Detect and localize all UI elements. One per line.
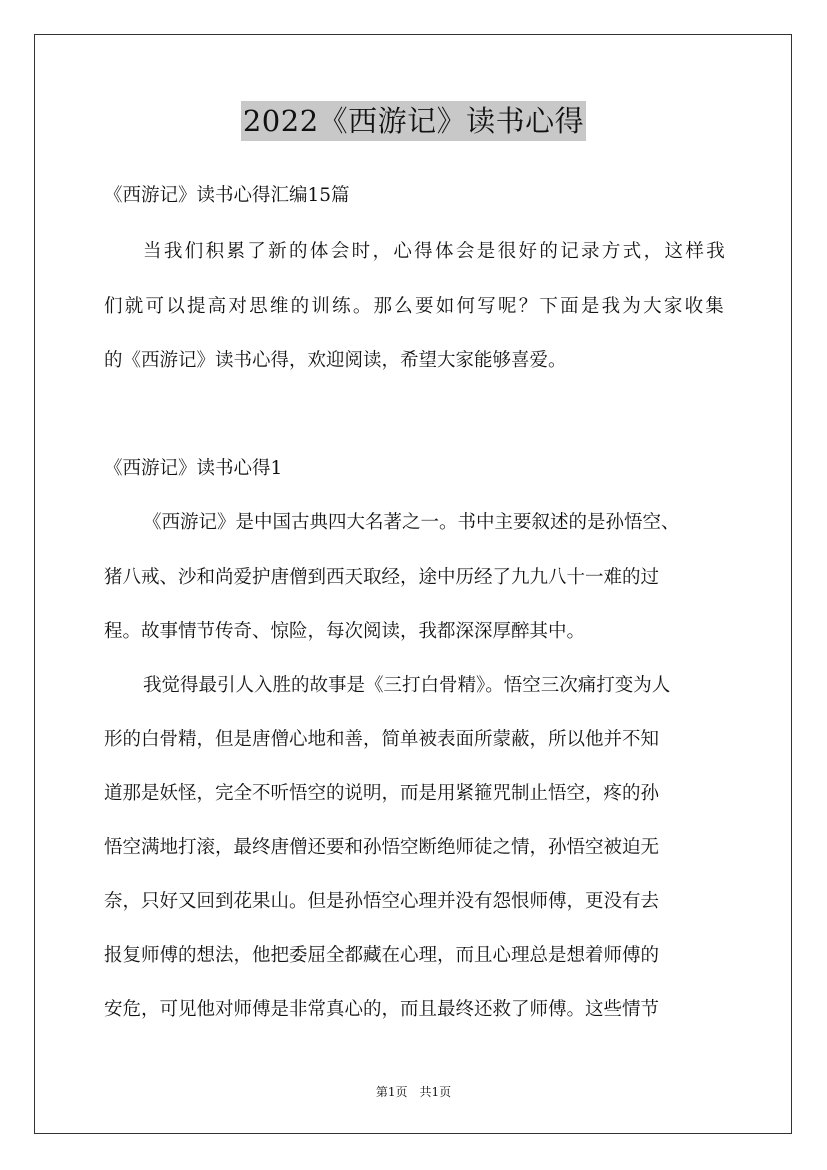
paragraph-line: 安危，可见他对师傅是非常真心的，而且最终还救了师傅。这些情节: [104, 999, 660, 1020]
document-subtitle: 《西游记》读书心得汇编15篇: [104, 185, 350, 206]
paragraph-line: 奈，只好又回到花果山。但是孙悟空心理并没有怨恨师傅，更没有去: [104, 891, 660, 912]
paragraph-line: 报复师傅的想法，他把委屈全都藏在心理，而且心理总是想着师傅的: [104, 945, 660, 966]
paragraph-line: 形的白骨精，但是唐僧心地和善，简单被表面所蒙蔽，所以他并不知: [104, 729, 660, 750]
paragraph-line: 道那是妖怪，完全不听悟空的说明，而是用紧箍咒制止悟空，疼的孙: [104, 783, 660, 804]
page-footer: 第1页 共1页: [375, 1085, 452, 1099]
document-title: 2022《西游记》读书心得: [241, 101, 586, 141]
section-heading: 《西游记》读书心得1: [104, 458, 283, 479]
paragraph-line: 程。故事情节传奇、惊险，每次阅读，我都深深厚醉其中。: [104, 621, 586, 642]
paragraph-line: 我觉得最引人入胜的故事是《三打白骨精》。悟空三次痛打变为人: [143, 675, 671, 696]
intro-line: 的《西游记》读书心得，欢迎阅读，希望大家能够喜爱。: [104, 350, 567, 371]
title-container: [0, 101, 827, 141]
intro-line: 当 我 们 积 累 了 新 的 体 会 时 ， 心 得 体 会 是 很 好 的 记 录 方 式 ， 这 样 我: [143, 241, 725, 262]
paragraph-line: 悟空满地打滚，最终唐僧还要和孙悟空断绝师徒之情，孙悟空被迫无: [104, 837, 660, 858]
paragraph-line: 《西游记》是中国古典四大名著之一。书中主要叙述的是孙悟空、: [143, 512, 680, 533]
intro-line: 们 就 可 以 提 高 对 思 维 的 训 练 。 那 么 要 如 何 写 呢 ？ 下 面 是 我 为 大 家 收 集: [104, 296, 724, 317]
paragraph-line: 猪八戒、沙和尚爱护唐僧到西天取经，途中历经了九九八十一难的过: [104, 567, 660, 588]
